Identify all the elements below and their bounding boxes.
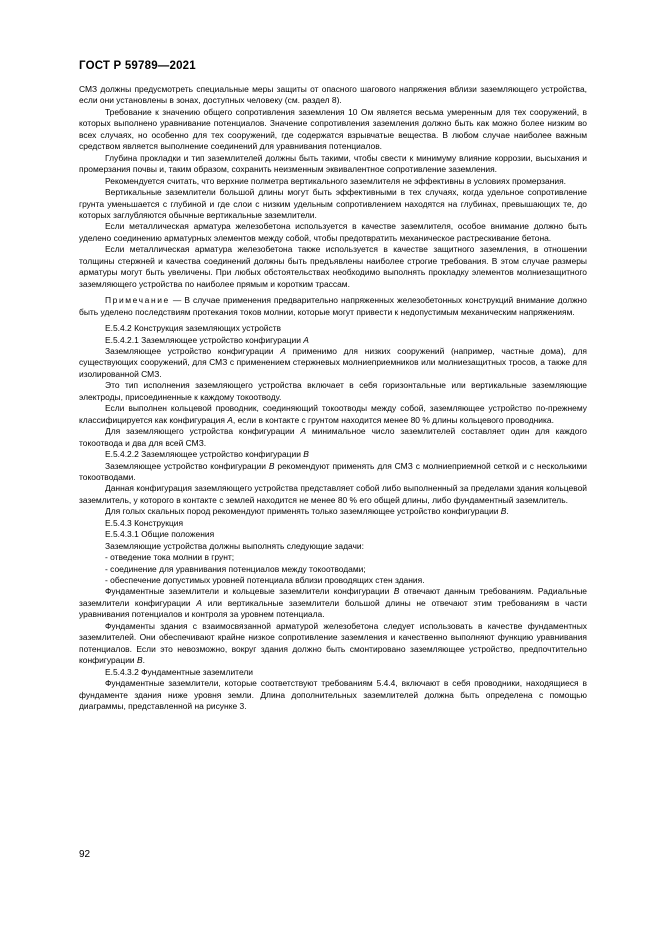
paragraph: Глубина прокладки и тип заземлителей должны быть такими, чтобы свести к минимуму влияние коррозии, высыхания и промерзания почвы и, таким образом, сохранить неизменным эквивалентное сопротивление заземления. <box>79 152 587 175</box>
document-body <box>79 84 587 712</box>
note-text: — В случае применения предварительно напряженных железобетонных конструкций внимание должно быть уделено последствиям протекания токов молнии, которые могут привести к недопустимым механическим напряжениям. <box>79 295 587 317</box>
paragraph: Это тип исполнения заземляющего устройства включает в себя горизонтальные или вертикальные заземляющие электроды, присоединенные к каждому токоотводу. <box>79 380 587 402</box>
paragraph: СМЗ должны предусмотреть специальные меры защиты от опасного шагового напряжения вблизи заземляющего устройства, если они установлены в зонах, доступных человеку (см. раздел 8). <box>79 84 587 106</box>
paragraph: Фундаментные заземлители, которые соответствуют требованиям 5.4.4, включают в себя проводники, находящиеся в фундаменте здания ниже уровня земли. Длина дополнительных заземлителей должна быть определена с помощью диаграммы, представленной на рисунке 3. <box>79 678 587 712</box>
list-item: - соединение для уравнивания потенциалов между токоотводами; <box>105 563 366 574</box>
section-heading: Е.5.4.3.1 Общие положения <box>105 529 215 540</box>
note <box>79 295 587 318</box>
list-item: - обеспечение допустимых уровней потенциала вблизи проводящих стен здания. <box>105 575 425 586</box>
paragraph: Фундаментные заземлители и кольцевые заземлители конфигурации В отвечают данным требованиям. Радиальные заземлители конфигурации А или вертикальные заземлители большой длины не отвечают этим требованиям в части уравнивания потенциалов и контроля за уровнем потенциала. <box>79 586 587 620</box>
paragraph: Заземляющее устройство конфигурации А применимо для низких сооружений (например, частные дома), для существующих сооружений, для СМЗ с применением стержневых молниеприемников или молниезащитных тросов, а также для изолированной СМЗ. <box>79 345 587 379</box>
note-label: Примечание <box>105 295 170 306</box>
paragraph: Для заземляющего устройства конфигурации А минимальное число заземлителей составляет один для каждого токоотвода и два для всей СМЗ. <box>79 426 587 448</box>
section-heading: Е.5.4.2.1 Заземляющее устройство конфигурации А <box>105 334 309 345</box>
paragraph: Если выполнен кольцевой проводник, соединяющий токоотводы между собой, заземляющее устройство по-прежнему классифицируется как конфигурация А, если в контакте с грунтом находится менее 80 % длины кольцевого проводника. <box>79 403 587 425</box>
paragraph: Вертикальные заземлители большой длины могут быть эффективными в тех случаях, когда удельное сопротивление грунта уменьшается с глубиной и где слои с низким удельным сопротивлением находятся на глубинах, превышающих те, до которых заглубляются обычные вертикальные заземлители. <box>79 187 587 220</box>
page-number: 92 <box>79 849 91 860</box>
section-heading: Е.5.4.2 Конструкция заземляющих устройств <box>105 323 282 334</box>
paragraph: Если металлическая арматура железобетона используется в качестве заземлителя, особое внимание должно быть уделено соединению арматурных элементов между собой, чтобы предотвратить механическое растрескивание бетона. <box>79 221 587 243</box>
list-item: - отведение тока молнии в грунт; <box>105 552 235 563</box>
paragraph: Требование к значению общего сопротивления заземления 10 Ом является весьма умеренным для тех сооружений, в которых выполнено уравнивание потенциалов. Значение сопротивления заземления должно быть как можно более низким во всех случаях, но особенно для тех сооружений, где содержатся взрывчатые вещества. В любом случае наиболее важным средством является выполнение соединений для уравнивания потенциалов. <box>79 106 587 152</box>
paragraph: Рекомендуется считать, что верхние полметра вертикального заземлителя не эффективны в условиях промерзания. <box>105 175 567 186</box>
paragraph: Данная конфигурация заземляющего устройства представляет собой либо выполненный за пределами здания кольцевой заземлитель, у которого в контакте с землей находится не менее 80 % его общей длины, либо фундаментный заземлитель. <box>79 483 587 505</box>
paragraph: Заземляющие устройства должны выполнять следующие задачи: <box>105 540 364 551</box>
section-heading: Е.5.4.2.2 Заземляющее устройство конфигурации В <box>105 449 309 460</box>
section-heading: Е.5.4.3 Конструкция <box>105 517 184 528</box>
paragraph: Заземляющее устройство конфигурации В рекомендуют применять для СМЗ с молниеприемной сеткой и с несколькими токоотводами. <box>79 460 588 482</box>
paragraph: Фундаменты здания с взаимосвязанной арматурой железобетона следует использовать в качестве фундаментных заземлителей. Они обеспечивают крайне низкое сопротивление заземления и качественно выполняют функцию уравнивания потенциалов. Если это невозможно, вокруг здания должно быть смонтировано заземляющее устройство, предпочтительно конфигурации В. <box>79 620 587 666</box>
section-heading: Е.5.4.3.2 Фундаментные заземлители <box>105 666 253 677</box>
document-header: ГОСТ Р 59789—2021 <box>79 60 196 72</box>
paragraph: Для голых скальных пород рекомендуют применять только заземляющее устройство конфигурации В. <box>105 506 509 517</box>
paragraph: Если металлическая арматура железобетона также используется в качестве защитного заземления, в отношении толщины стержней и качества соединений должны быть предъявлены наиболее строгие требования. В этом случае размеры арматуры могут быть увеличены. При любых обстоятельствах необходимо выполнять прокладку элементов молниезащитного заземляющего устройства по наиболее прямым и коротким трассам. <box>79 244 587 289</box>
